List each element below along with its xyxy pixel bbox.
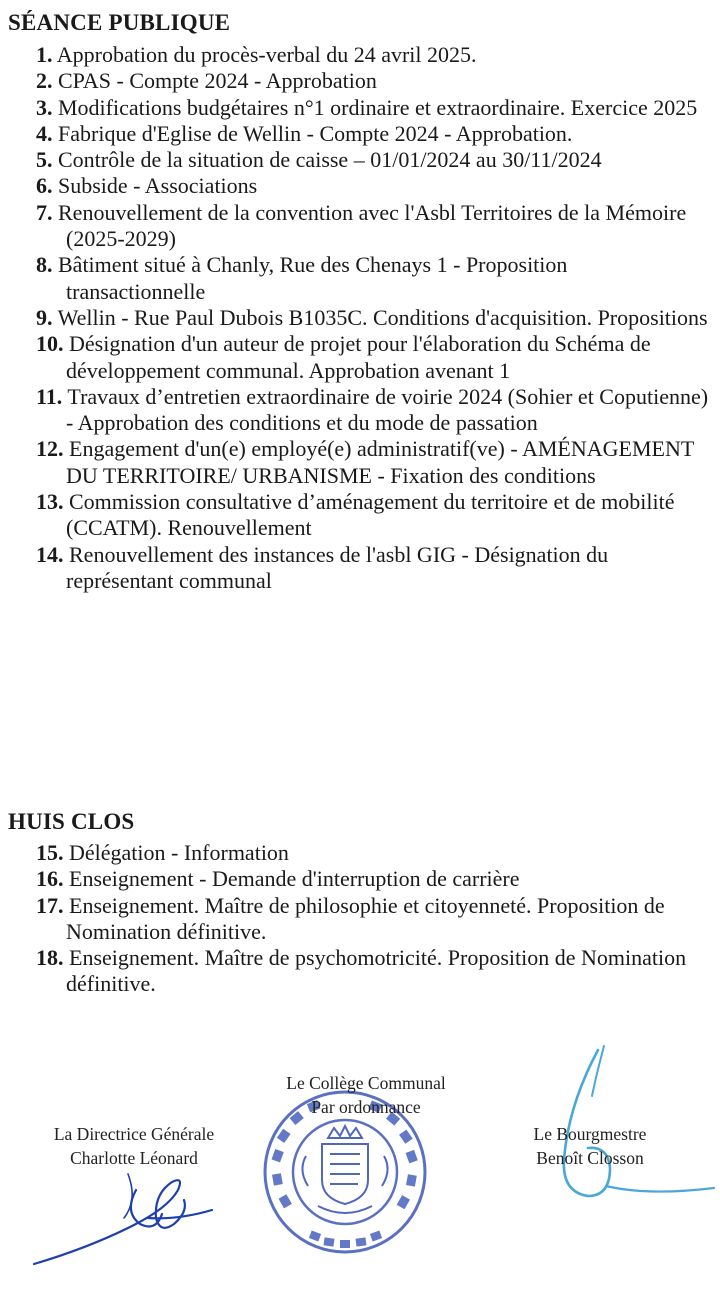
agenda-item-number: 8.: [36, 252, 53, 278]
bourgmestre-signature-block: [480, 1122, 700, 1170]
agenda-closed-list: [36, 840, 712, 998]
agenda-item-text: Approbation du procès-verbal du 24 avril 2025.: [56, 42, 477, 67]
agenda-item-text: Enseignement. Maître de psychomotricité. Proposition de Nomination définitive.: [66, 945, 687, 997]
agenda-item-number: 18.: [36, 945, 64, 971]
college-signature-block: [238, 1071, 494, 1119]
agenda-item-number: 15.: [36, 840, 64, 865]
agenda-item-text: Fabrique d'Eglise de Wellin - Compte 2024 - Approbation.: [58, 120, 573, 146]
agenda-item-text: Wellin - Rue Paul Dubois B1035C. Conditions d'acquisition. Propositions: [57, 304, 708, 330]
agenda-item-number: 11.: [36, 383, 63, 409]
agenda-item: [36, 252, 712, 305]
agenda-item-text: Désignation d'un auteur de projet pour l'élaboration du Schéma de développement communal. Approbation avenant 1: [66, 331, 651, 383]
agenda-item: [36, 200, 712, 253]
section-title-closed: HUIS CLOS: [8, 809, 135, 834]
agenda-item: [36, 489, 712, 542]
agenda-item-text: Engagement d'un(e) employé(e) administratif(ve) - AMÉNAGEMENT DU TERRITOIRE/ URBANISME - Fixation des conditions: [66, 436, 694, 488]
agenda-item: [36, 173, 712, 199]
agenda-item-number: 6.: [36, 173, 53, 199]
agenda-item-text: Commission consultative d’aménagement du territoire et de mobilité (CCATM). Renouvellement: [66, 489, 675, 541]
agenda-item: [36, 384, 712, 437]
bourgmestre-role: Le Bourgmestre: [533, 1124, 647, 1144]
agenda-item-number: 12.: [36, 436, 64, 462]
agenda-item: [36, 305, 712, 331]
agenda-item-number: 4.: [36, 120, 53, 146]
agenda-item-text: Renouvellement des instances de l'asbl GIG - Désignation du représentant communal: [66, 541, 609, 593]
agenda-item-number: 5.: [36, 147, 53, 173]
agenda-item-text: Enseignement. Maître de philosophie et citoyenneté. Proposition de Nomination définitive.: [66, 892, 665, 944]
agenda-item: [36, 866, 712, 892]
agenda-item: [36, 68, 712, 94]
agenda-item: [36, 121, 712, 147]
agenda-item-number: 2.: [36, 68, 53, 94]
agenda-item: [36, 95, 712, 121]
agenda-item-text: Renouvellement de la convention avec l'Asbl Territoires de la Mémoire (2025-2029): [58, 199, 687, 252]
agenda-item: [36, 147, 712, 173]
agenda-item-text: Subside - Associations: [58, 173, 258, 199]
agenda-item: [36, 42, 712, 68]
agenda-item-number: 1.: [36, 42, 53, 67]
agenda-item-text: Contrôle de la situation de caisse – 01/01/2024 au 30/11/2024: [58, 147, 602, 173]
agenda-item: [36, 893, 712, 946]
agenda-item-number: 10.: [36, 331, 64, 357]
agenda-item-text: Enseignement - Demande d'interruption de carrière: [69, 866, 520, 892]
directrice-signature: [28, 1160, 258, 1270]
agenda-item: [36, 945, 712, 998]
college-title: Le Collège Communal: [286, 1073, 446, 1093]
agenda-item: [36, 436, 712, 489]
directrice-signature-block: [26, 1122, 242, 1170]
agenda-item-number: 7.: [36, 199, 53, 225]
agenda-item-number: 9.: [36, 304, 53, 330]
agenda-item-text: Délégation - Information: [69, 840, 289, 865]
agenda-item-text: CPAS - Compte 2024 - Approbation: [58, 68, 377, 94]
agenda-item-text: Travaux d’entretien extraordinaire de voirie 2024 (Sohier et Coputienne) - Approbation des conditions et du mode de passation: [66, 383, 709, 436]
agenda-item-number: 14.: [36, 541, 64, 567]
agenda-item-text: Modifications budgétaires n°1 ordinaire et extraordinaire. Exercice 2025: [58, 94, 698, 120]
bourgmestre-name: Benoît Closson: [536, 1148, 644, 1168]
college-ordonnance: Par ordonnance: [311, 1097, 421, 1117]
section-title-public: SÉANCE PUBLIQUE: [8, 10, 231, 35]
agenda-item: [36, 542, 712, 595]
agenda-public-list: [36, 42, 712, 594]
directrice-role: La Directrice Générale: [53, 1124, 215, 1144]
agenda-item-number: 17.: [36, 892, 64, 918]
agenda-item-number: 3.: [36, 94, 53, 120]
agenda-item: [36, 840, 712, 866]
agenda-item-number: 13.: [36, 489, 64, 515]
agenda-item-number: 16.: [36, 866, 64, 892]
agenda-item: [36, 331, 712, 384]
directrice-name: Charlotte Léonard: [70, 1148, 198, 1168]
agenda-item-text: Bâtiment situé à Chanly, Rue des Chenays 1 - Proposition transactionnelle: [58, 252, 568, 304]
